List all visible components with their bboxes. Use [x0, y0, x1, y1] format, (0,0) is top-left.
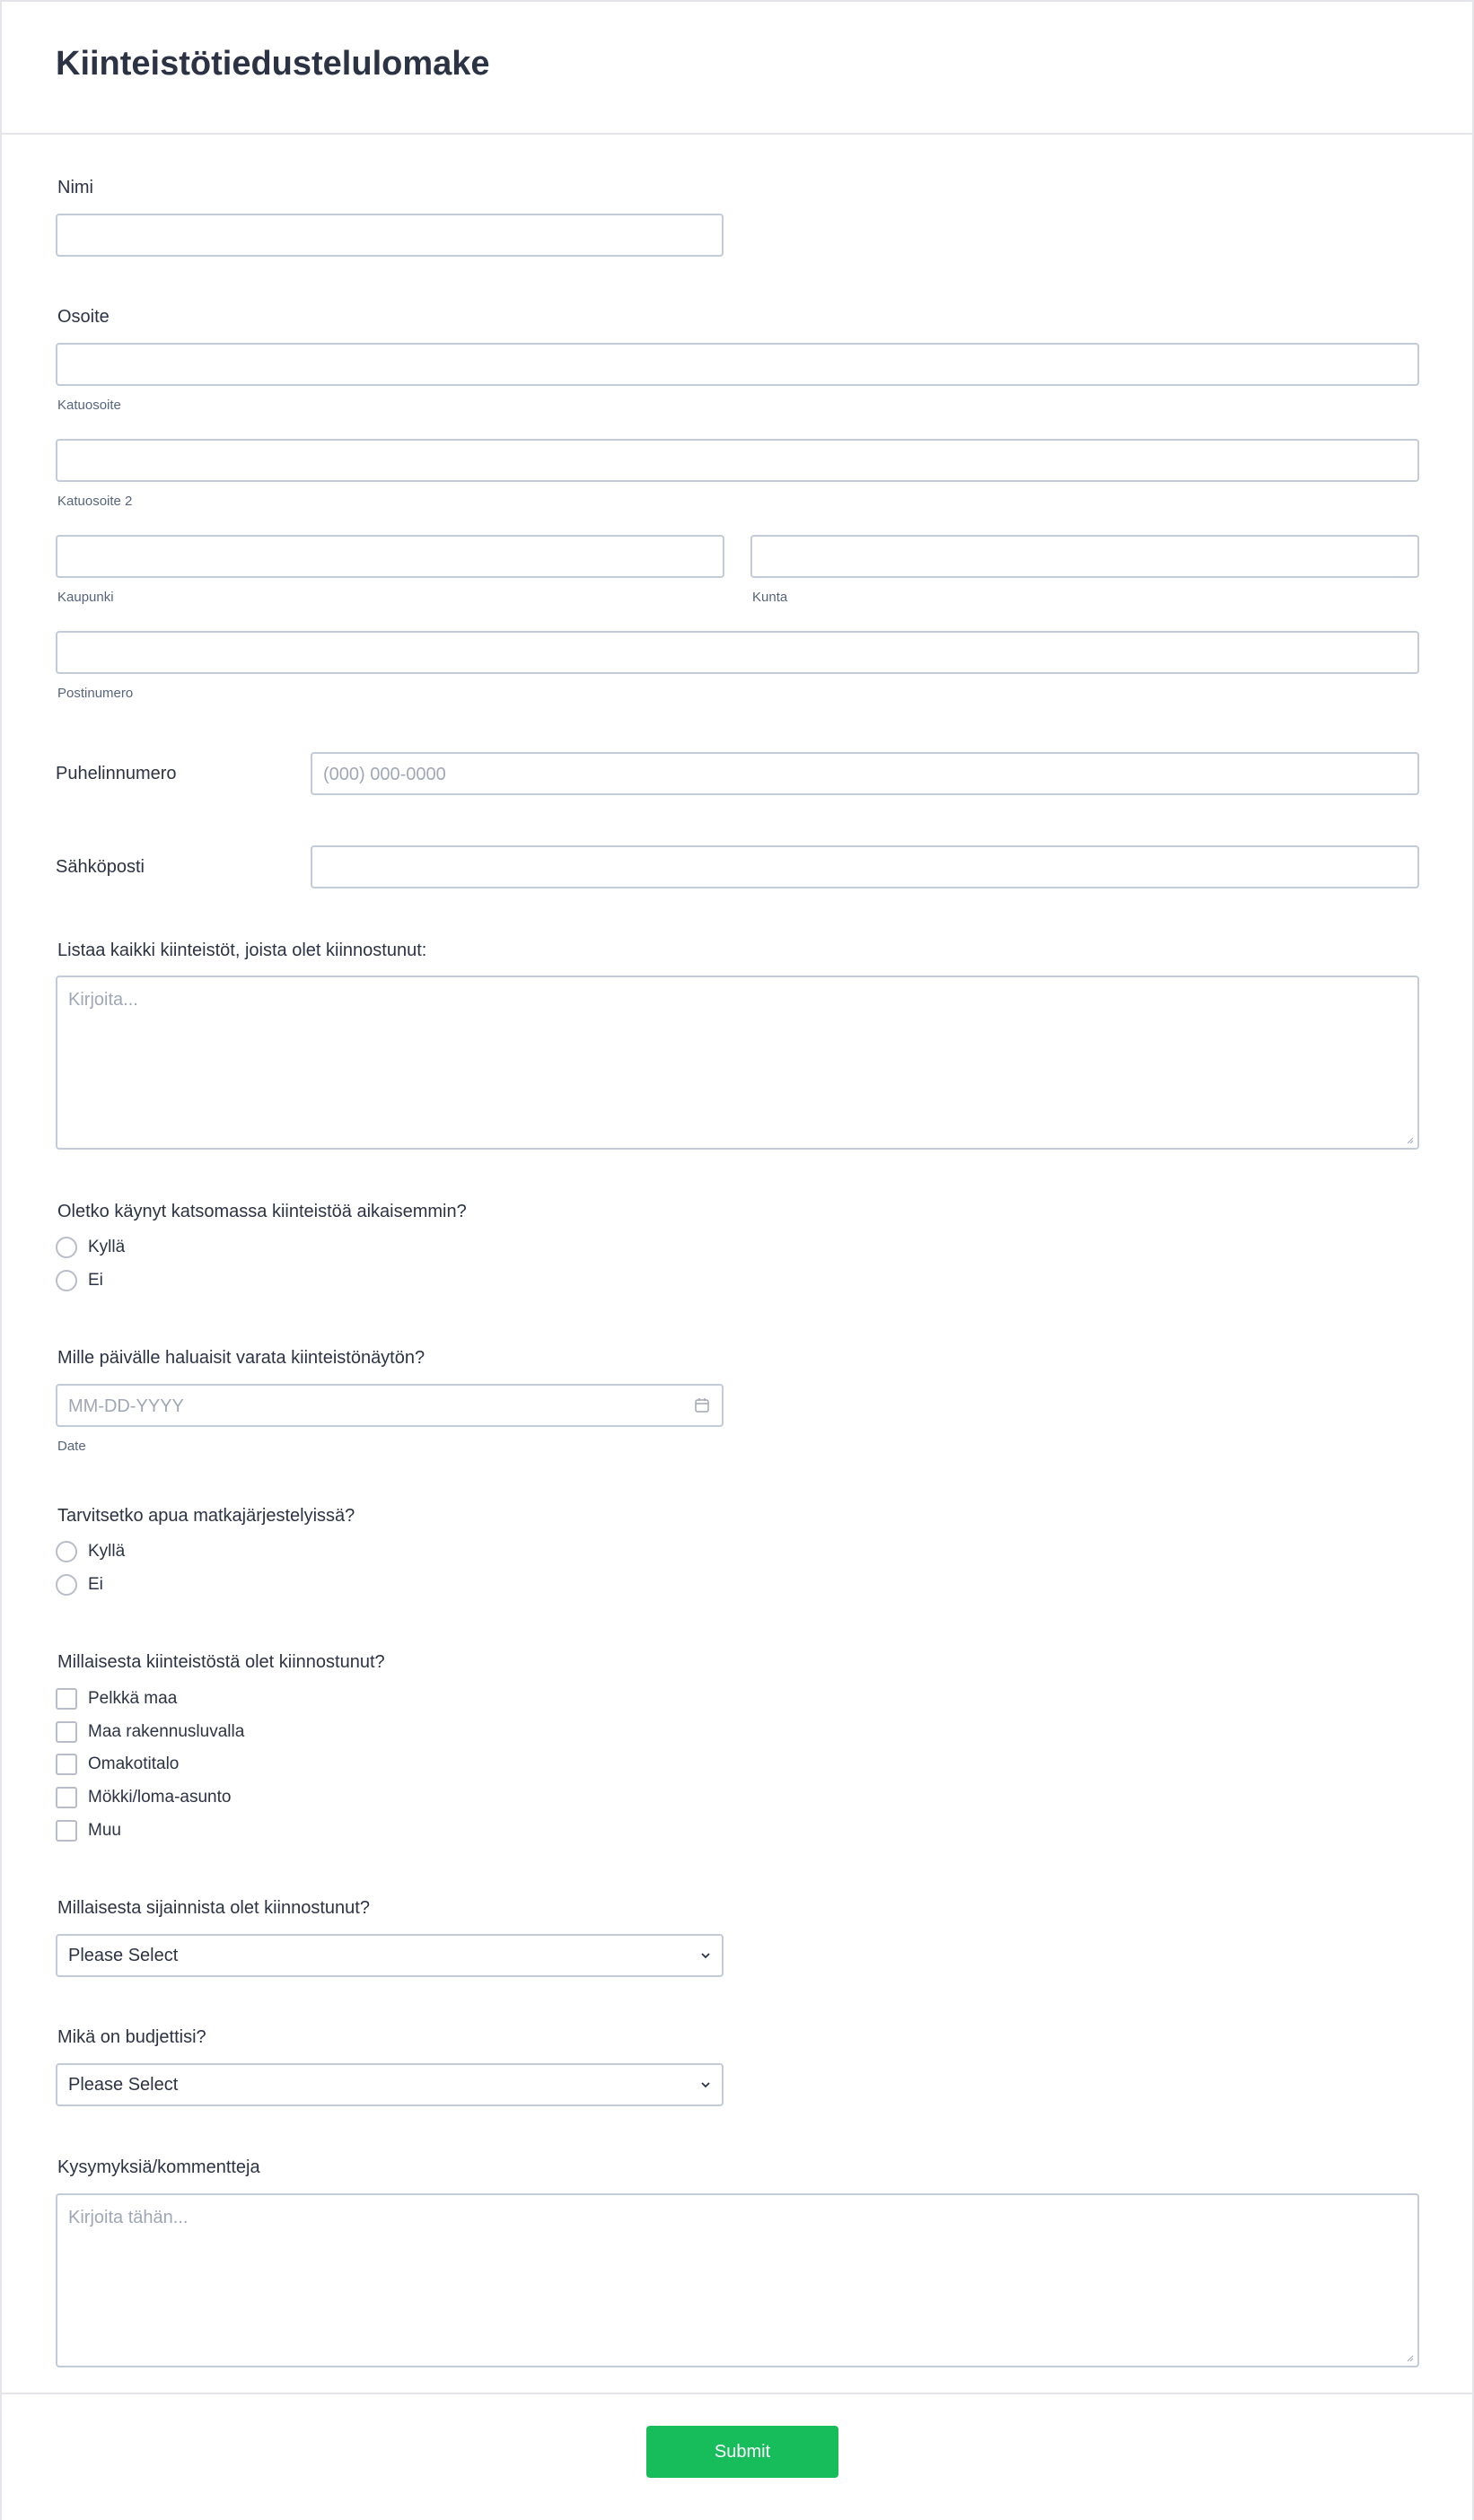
- checkbox[interactable]: [56, 1787, 77, 1808]
- location-selected-value: Please Select: [68, 1946, 179, 1965]
- email-input[interactable]: [311, 845, 1419, 888]
- budget-select[interactable]: [56, 2063, 724, 2106]
- postal-code-input[interactable]: [56, 631, 1419, 674]
- city-input[interactable]: [56, 535, 724, 578]
- property-type-option-label: Pelkkä maa: [88, 1689, 178, 1708]
- property-type-option-label: Mökki/loma-asunto: [88, 1788, 232, 1807]
- budget-selected-value: Please Select: [68, 2075, 179, 2095]
- date-input[interactable]: [56, 1384, 724, 1427]
- street2-input[interactable]: [56, 439, 1419, 482]
- street-input[interactable]: [56, 343, 1419, 386]
- phone-input[interactable]: [311, 752, 1419, 795]
- comments-placeholder: Kirjoita tähän...: [68, 2208, 189, 2227]
- location-label: Millaisesta sijainnista olet kiinnostunut?: [57, 1898, 370, 1918]
- property-type-option-label: Maa rakennusluvalla: [88, 1722, 245, 1741]
- checkbox[interactable]: [56, 1754, 77, 1775]
- address-label: Osoite: [57, 307, 110, 327]
- travel-label: Tarvitsetko apua matkajärjestelyissä?: [57, 1506, 355, 1526]
- name-label: Nimi: [57, 178, 93, 197]
- email-label: Sähköposti: [56, 857, 145, 877]
- budget-label: Mikä on budjettisi?: [57, 2027, 206, 2047]
- phone-label: Puhelinnumero: [56, 764, 177, 783]
- date-question-label: Mille päivälle haluaisit varata kiinteistönäytön?: [57, 1348, 426, 1368]
- radio-button[interactable]: [56, 1574, 77, 1596]
- properties-label: Listaa kaikki kiinteistöt, joista olet kiinnostunut:: [57, 941, 427, 960]
- calendar-icon[interactable]: [693, 1396, 711, 1414]
- municipality-input[interactable]: [750, 535, 1419, 578]
- chevron-down-icon: [698, 1948, 713, 1963]
- checkbox[interactable]: [56, 1688, 77, 1710]
- resize-handle-icon[interactable]: [1405, 1135, 1414, 1144]
- visited-label: Oletko käynyt katsomassa kiinteistöä aikaisemmin?: [57, 1202, 467, 1221]
- properties-placeholder: Kirjoita...: [68, 990, 138, 1010]
- resize-handle-icon[interactable]: [1405, 2353, 1414, 2362]
- travel-option-label: Ei: [88, 1575, 103, 1594]
- name-input[interactable]: [56, 214, 724, 257]
- chevron-down-icon: [698, 2078, 713, 2092]
- visited-option-label: Ei: [88, 1271, 103, 1290]
- city-sublabel: Kaupunki: [57, 590, 114, 605]
- property-type-option-label: Omakotitalo: [88, 1754, 180, 1773]
- checkbox[interactable]: [56, 1721, 77, 1743]
- postal-code-sublabel: Postinumero: [57, 686, 134, 701]
- checkbox[interactable]: [56, 1820, 77, 1842]
- comments-textarea[interactable]: [56, 2193, 1419, 2367]
- properties-textarea[interactable]: [56, 976, 1419, 1150]
- date-sublabel: Date: [57, 1439, 86, 1454]
- street2-sublabel: Katuosoite 2: [57, 494, 133, 509]
- property-type-option-label: Muu: [88, 1821, 121, 1840]
- radio-button[interactable]: [56, 1237, 77, 1258]
- location-select[interactable]: [56, 1934, 724, 1977]
- submit-button[interactable]: Submit: [646, 2426, 838, 2478]
- street-sublabel: Katuosoite: [57, 398, 121, 413]
- property-type-label: Millaisesta kiinteistöstä olet kiinnostunut?: [57, 1652, 385, 1672]
- municipality-sublabel: Kunta: [752, 590, 788, 605]
- phone-placeholder: (000) 000-0000: [323, 765, 446, 784]
- travel-option-label: Kyllä: [88, 1542, 126, 1561]
- visited-option-label: Kyllä: [88, 1238, 126, 1256]
- form-title: Kiinteistötiedustelulomake: [56, 45, 490, 83]
- radio-button[interactable]: [56, 1270, 77, 1291]
- date-placeholder: MM-DD-YYYY: [68, 1396, 184, 1416]
- comments-label: Kysymyksiä/kommentteja: [57, 2157, 260, 2177]
- radio-button[interactable]: [56, 1541, 77, 1562]
- form-header: [0, 0, 1474, 135]
